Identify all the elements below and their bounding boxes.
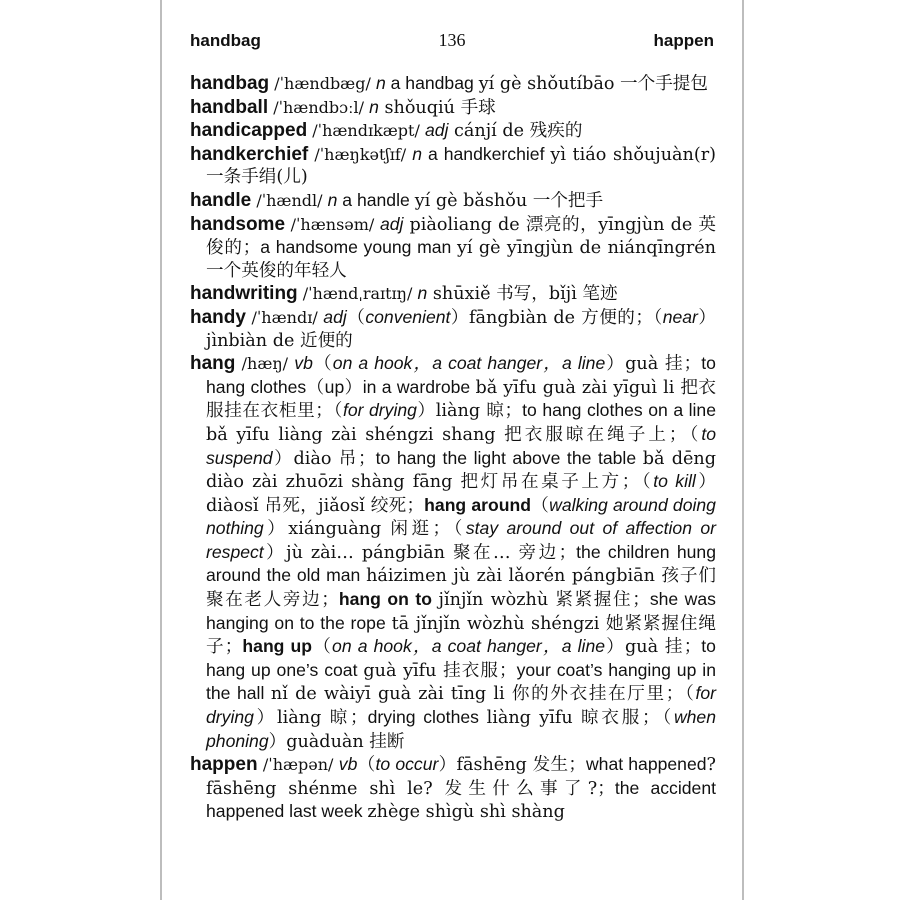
entry-list: [190, 72, 716, 824]
left-guide-word: handbag: [190, 31, 261, 50]
dictionary-entry: [190, 96, 716, 120]
grammar-label: for drying: [206, 683, 716, 728]
pronunciation: /ˈhæpən/: [257, 755, 339, 775]
grammar-label: near: [662, 306, 698, 327]
subentry-phrase: hang up: [242, 636, 313, 657]
headword: handy: [190, 306, 246, 328]
translation-text: bǎ dēng diào zài zhuōzi shàng fāng 把灯吊在桌子上方；（: [206, 448, 716, 493]
grammar-label: adj: [424, 120, 449, 141]
translation-text: ）diào 吊；: [272, 448, 376, 469]
pronunciation: /ˈhændbæg/: [269, 74, 376, 93]
page-number: 136: [438, 30, 466, 50]
grammar-label: convenient: [365, 306, 451, 327]
translation-text: ）diàosǐ 吊死，jiǎosǐ 绞死；: [206, 472, 716, 516]
translation-text: ）fāshēng 发生；: [438, 755, 586, 776]
translation-text: ）guà 挂；: [605, 354, 702, 375]
translation-text: piàoliang de 漂亮的，yīngjùn de 英俊的；: [206, 214, 716, 259]
headword: happen: [190, 754, 258, 776]
translation-text: ? fāshēng shénme shì le? 发生什么事了?；: [206, 755, 716, 799]
headword: handkerchief: [190, 143, 309, 165]
grammar-label: vb: [338, 754, 358, 775]
dictionary-entry: [190, 143, 716, 189]
pronunciation: /hæŋ/: [235, 354, 295, 374]
running-head: [190, 31, 714, 55]
grammar-label: n: [327, 189, 338, 210]
translation-text: ）guàduàn 挂断: [268, 731, 405, 752]
dictionary-page: [160, 0, 744, 900]
pronunciation: /ˈhændɪ/: [245, 307, 324, 327]
english-example: the children hung around the old man: [206, 541, 716, 586]
headword: handle: [190, 189, 252, 211]
translation-text: （: [312, 354, 333, 375]
english-example: a handsome young man: [260, 237, 457, 258]
grammar-label: n: [412, 143, 423, 164]
english-example: drying clothes: [367, 707, 487, 728]
dictionary-entry: [190, 352, 716, 753]
grammar-label: n: [417, 283, 428, 304]
translation-text: ）fāngbiàn de 方便的；（: [450, 307, 663, 328]
headword: handsome: [190, 213, 286, 235]
english-example: to hang up one’s coat: [206, 636, 716, 680]
grammar-label: walking around doing nothing: [206, 494, 716, 539]
pronunciation: /ˈhændˌraɪtɪŋ/: [297, 284, 418, 304]
grammar-label: adj: [323, 306, 347, 327]
translation-text: zhège shìgù shì shàng: [367, 802, 565, 823]
headword: hang: [190, 353, 236, 375]
translation-text: jǐnjǐn wòzhù 紧紧握住；: [438, 590, 650, 611]
translation-text: guà yīfu 挂衣服；: [363, 660, 517, 681]
subentry-phrase: hang on to: [338, 589, 439, 610]
right-guide-word: happen: [653, 31, 714, 50]
subentry-phrase: hang around: [424, 494, 531, 515]
english-example: a handle: [337, 189, 415, 210]
english-example: to hang the light above the table: [375, 447, 643, 468]
translation-text: ）liàng 晾；: [253, 708, 368, 729]
translation-text: （: [357, 755, 376, 776]
translation-text: yì tiáo shǒujuàn(r) 一条手绢(儿): [206, 144, 716, 188]
headword: handicapped: [190, 120, 308, 142]
grammar-label: to suspend: [206, 423, 716, 468]
english-example: a handkerchief: [422, 143, 551, 164]
grammar-label: on a hook，a coat hanger，a line: [332, 353, 606, 374]
translation-text: ）liàng 晾；: [416, 401, 523, 422]
translation-text: yí gè yīngjùn de niánqīngrén 一个英俊的年轻人: [206, 238, 716, 281]
translation-text: shūxiě 书写，bǐjì 笔迹: [427, 284, 618, 305]
dictionary-entry: [190, 119, 716, 143]
english-example: to hang clothes on a line: [522, 400, 717, 421]
dictionary-entry: [190, 72, 716, 96]
headword: handbag: [190, 73, 270, 94]
grammar-label: n: [369, 96, 379, 117]
grammar-label: vb: [294, 353, 313, 374]
headword: handwriting: [190, 283, 298, 305]
translation-text: ）jìnbiàn de 近便的: [206, 307, 716, 351]
english-example: she was hanging on to the rope: [206, 589, 716, 633]
translation-text: bǎ yīfu liàng zài shéngzi shang 把衣服晾在绳子上；（: [206, 424, 702, 445]
dictionary-entry: [190, 213, 716, 283]
translation-text: cánjí de 残疾的: [448, 121, 583, 142]
pronunciation: /ˈhændl/: [251, 190, 328, 210]
translation-text: nǐ de wàiyī guà zài tīng li 你的外衣挂在厅里；（: [270, 684, 696, 705]
english-example: a handbag: [385, 73, 479, 93]
translation-text: yí gè bǎshǒu 一个把手: [414, 190, 604, 211]
pronunciation: /ˈhænsəm/: [285, 214, 380, 234]
english-example: the accident happened last week: [206, 777, 716, 822]
translation-text: （: [346, 307, 366, 328]
grammar-label: to occur: [375, 754, 439, 775]
translation-text: （: [530, 495, 550, 516]
translation-text: ）guà 挂；: [605, 637, 702, 658]
pronunciation: /ˈhændbɔːl/: [268, 97, 370, 117]
translation-text: （: [312, 637, 333, 658]
grammar-label: for drying: [342, 400, 417, 421]
translation-text: háizimen jù zài lǎorén pángbiān 孩子们聚在老人旁边；: [206, 566, 716, 611]
translation-text: shǒuqiú 手球: [378, 97, 496, 118]
grammar-label: stay around out of affection or respect: [206, 518, 716, 562]
translation-text: ）xiánguàng 闲逛；（: [263, 519, 466, 540]
translation-text: bǎ yīfu guà zài yīguì li 把衣服挂在衣柜里；（: [206, 377, 716, 422]
pronunciation: /ˈhændɪkæpt/: [307, 121, 425, 141]
grammar-label: when phoning: [206, 707, 716, 751]
english-example: your coat’s hanging up in the hall: [206, 659, 716, 704]
dictionary-entry: [190, 189, 716, 213]
english-example: to hang clothes（up）in a wardrobe: [206, 353, 716, 397]
translation-text: tā jǐnjǐn wòzhù shéngzi 她紧紧握住绳子；: [206, 613, 716, 658]
pronunciation: /ˈhæŋkətʃɪf/: [308, 144, 413, 164]
dictionary-entry: [190, 753, 716, 824]
translation-text: liàng yīfu 晾衣服；（: [486, 708, 674, 729]
translation-text: yí gè shǒutíbāo 一个手提包: [478, 74, 708, 94]
dictionary-entry: [190, 306, 716, 352]
grammar-label: adj: [379, 213, 404, 234]
grammar-label: to kill: [653, 471, 696, 492]
grammar-label: on a hook，a coat hanger，a line: [332, 636, 606, 657]
headword: handball: [190, 96, 269, 118]
translation-text: ）jù zài… pángbiān 聚在… 旁边；: [263, 542, 577, 563]
english-example: what happened: [585, 754, 707, 775]
grammar-label: n: [375, 73, 386, 93]
dictionary-entry: [190, 282, 716, 306]
